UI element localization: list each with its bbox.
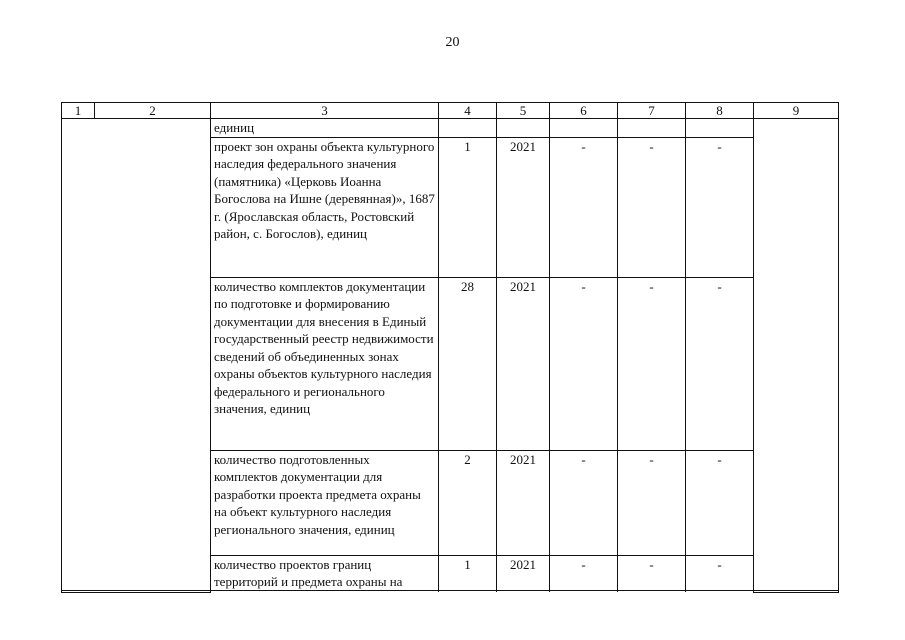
row-col-6: - [550,555,618,592]
row-col-6: - [550,450,618,555]
merged-cell-column-9 [754,119,839,593]
row-description: количество проектов границ территорий и предмета охраны на [211,555,439,592]
row-year: 2021 [497,277,550,450]
row-description: количество подготовленных комплектов документации для разработки проекта предмета охраны на объект культурного наследия регионального значения, единиц [211,450,439,555]
row-col-7: - [618,137,686,277]
column-header-9: 9 [754,103,839,119]
row-year: 2021 [497,450,550,555]
row-year: 2021 [497,137,550,277]
row-col-8: - [686,277,754,450]
row-col-8: - [686,450,754,555]
row-description: единиц [211,119,439,138]
row-description: проект зон охраны объекта культурного наследия федерального значения (памятника) «Церковь Иоанна Богослова на Ишне (деревянная)», 1687 г. (Ярославская область, Ростовский район, с. Богослов), единиц [211,137,439,277]
table-header-row [62,103,839,119]
merged-cell-columns-1-2 [62,119,211,593]
table-bottom-line [61,590,838,591]
row-col-6: - [550,137,618,277]
row-description: количество комплектов документации по подготовке и формированию документации для внесения в Единый государственный реестр недвижимости сведений об объединенных зонах охраны объектов культурного наследия федерального и регионального значения, единиц [211,277,439,450]
row-quantity: 28 [439,277,497,450]
column-header-6: 6 [550,103,618,119]
row-col-7 [618,119,686,138]
row-col-7: - [618,555,686,592]
column-header-4: 4 [439,103,497,119]
row-year: 2021 [497,555,550,592]
column-header-1: 1 [62,103,95,119]
data-table [61,102,839,593]
row-quantity: 1 [439,555,497,592]
row-quantity: 2 [439,450,497,555]
row-col-7: - [618,277,686,450]
page-number: 20 [445,35,460,50]
column-header-7: 7 [618,103,686,119]
column-header-2: 2 [95,103,211,119]
row-quantity: 1 [439,137,497,277]
row-col-8: - [686,555,754,592]
row-col-6: - [550,277,618,450]
row-col-8 [686,119,754,138]
row-col-8: - [686,137,754,277]
row-year [497,119,550,138]
table-row [62,119,839,138]
row-quantity [439,119,497,138]
column-header-3: 3 [211,103,439,119]
row-col-7: - [618,450,686,555]
column-header-5: 5 [497,103,550,119]
column-header-8: 8 [686,103,754,119]
row-col-6 [550,119,618,138]
